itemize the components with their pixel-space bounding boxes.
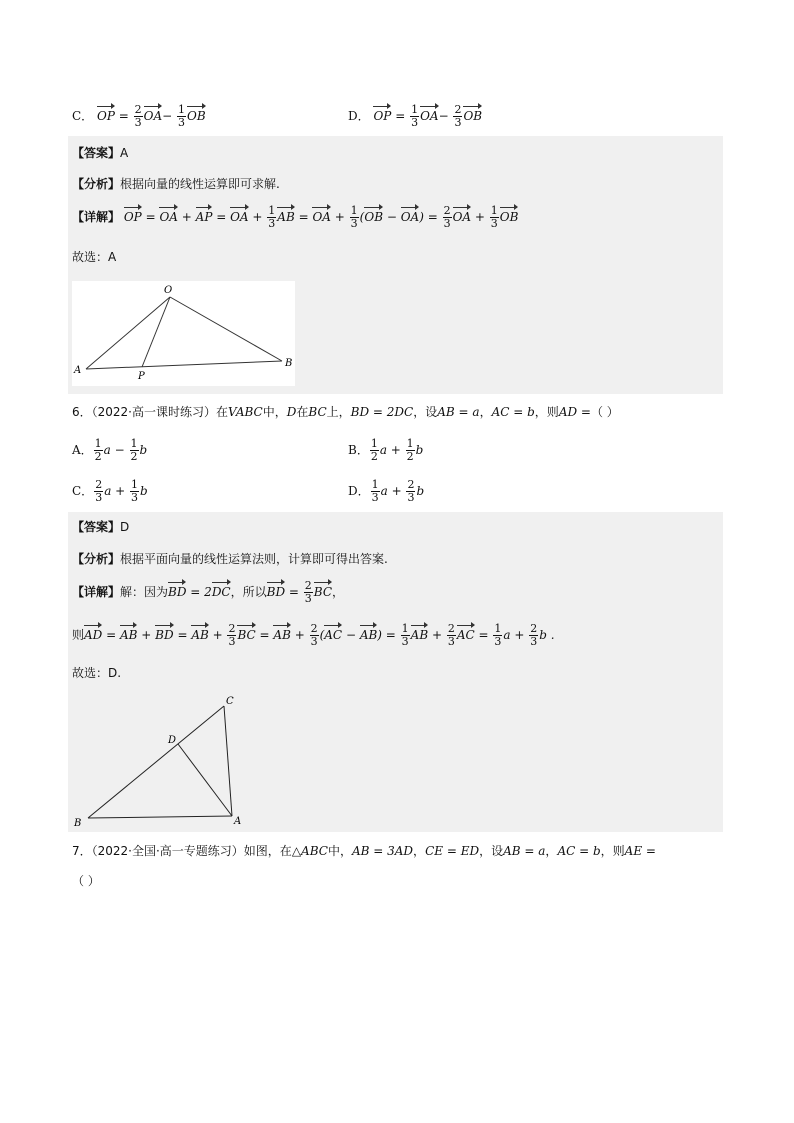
segment-ao	[86, 297, 170, 369]
segment-ab	[86, 361, 282, 369]
label-p: P	[138, 371, 145, 382]
label-d: D	[168, 735, 177, 746]
q6-figure	[70, 692, 250, 828]
triangle-abc-diagram	[70, 692, 250, 828]
q5-option-c: C． OP = $\frac{2}{3}$ OA− $\frac{1}{3}$ OB	[72, 103, 206, 129]
label-a: A	[74, 365, 82, 376]
q6-option-b: B． $\frac{1}{2}$ a + $\frac{1}{2}$ b	[348, 437, 424, 463]
q6-option-a: A． $\frac{1}{2}$ a − $\frac{1}{2}$ b	[72, 437, 148, 463]
label-b: B	[74, 818, 82, 828]
option-label: C．	[72, 109, 94, 123]
q6-answer: 【答案】D	[72, 520, 130, 534]
q5-answer: 【答案】A	[72, 146, 129, 160]
q6-choice: 故选：D.	[72, 666, 122, 680]
q7-paren: （ ）	[72, 874, 100, 888]
q6-stem: 6．（2022·高一课时练习）在VABC中，D在BC上，BD = 2DC，设AB = a，AC = b，则AD =（ ）	[72, 405, 619, 419]
q6-option-c: C． $\frac{2}{3}$ a + $\frac{1}{3}$ b	[72, 478, 148, 504]
segment-bc	[88, 706, 224, 818]
q5-option-d: D． OP = $\frac{1}{3}$ OA− $\frac{2}{3}$ OB	[348, 103, 483, 129]
segment-op	[142, 297, 170, 367]
q6-analysis: 【分析】根据平面向量的线性运算法则，计算即可得出答案.	[72, 552, 388, 566]
q7-stem: 7．（2022·全国·高一专题练习）如图，在△ABC中，AB = 3AD，CE = ED，设AB = a，AC = b，则AE =	[72, 844, 656, 858]
q6-detail: 【详解】解：因为BD = 2DC，所以BD = $\frac{2}{3}$ BC，	[72, 579, 345, 605]
q5-figure	[72, 281, 295, 386]
q6-detail-2: 则AD = AB + BD = AB + $\frac{2}{3}$ BC = AB + $\frac{2}{3}$ (AC − AB) = $\frac{1}{3}$ AB + $\frac{2}{3}$ AC = $\frac{1}{3}$ a + $\frac{2}{3}$ b .	[72, 622, 555, 648]
segment-ob	[170, 297, 282, 361]
label-b: B	[285, 358, 293, 369]
q5-choice: 故选：A	[72, 250, 117, 264]
segment-ba	[88, 816, 232, 818]
q5-detail: 【详解】 OP = OA + AP = OA + $\frac{1}{3}$ AB = OA + $\frac{1}{3}$ (OB − OA) = $\frac{2}{3}$ OA + $\frac{1}{3}$ OB	[72, 204, 519, 230]
segment-ca	[224, 706, 232, 816]
segment-da	[178, 744, 232, 816]
q5-analysis: 【分析】根据向量的线性运算即可求解.	[72, 177, 280, 191]
label-o: O	[164, 285, 173, 296]
option-label: D．	[348, 109, 370, 123]
label-a: A	[234, 816, 242, 827]
triangle-oab-diagram	[72, 281, 295, 386]
q6-option-d: D． $\frac{1}{3}$ a + $\frac{2}{3}$ b	[348, 478, 425, 504]
label-c: C	[226, 696, 234, 707]
